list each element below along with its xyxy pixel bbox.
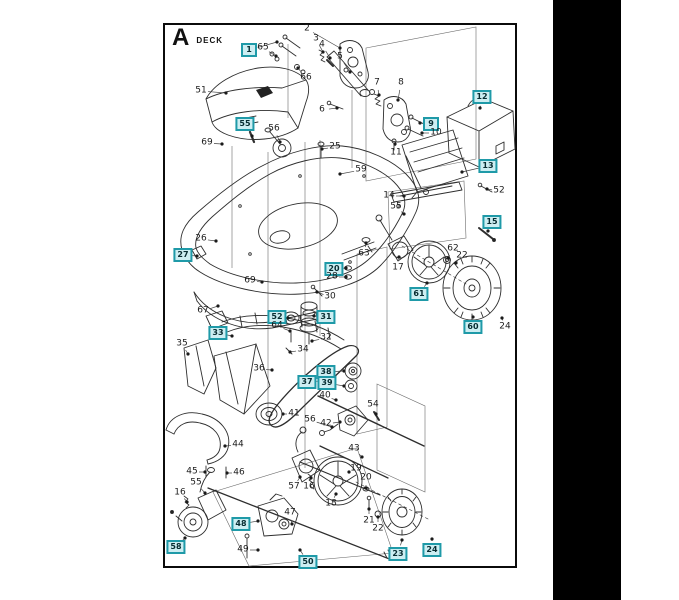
- front-wheel-group: [362, 215, 501, 320]
- part-label-12-callout: 12: [472, 90, 491, 104]
- belt-cover: [166, 413, 229, 478]
- part-label-55-callout: 55: [235, 117, 254, 131]
- upper-spindle: [250, 128, 291, 157]
- part-label-69: 69: [244, 275, 256, 286]
- blade-adapter: [283, 302, 318, 344]
- part-label-55: 55: [390, 201, 402, 212]
- part-label-10: 10: [430, 127, 442, 138]
- part-label-63: 63: [358, 248, 370, 259]
- part-label-56: 56: [268, 123, 280, 134]
- part-label-5: 5: [337, 51, 343, 62]
- part-label-47: 47: [284, 507, 296, 518]
- part-label-39-callout: 39: [317, 376, 336, 390]
- part-label-17: 17: [392, 262, 404, 273]
- part-label-45: 45: [186, 466, 198, 477]
- blade: [391, 182, 496, 242]
- part-label-37-callout: 37: [297, 375, 316, 389]
- part-label-20-callout: 20: [324, 262, 343, 276]
- part-label-50-callout: 50: [298, 555, 317, 569]
- trail-shield: [206, 311, 344, 349]
- part-label-67: 67: [197, 305, 209, 316]
- part-label-18: 18: [325, 498, 337, 509]
- part-label-23-callout: 23: [388, 547, 407, 561]
- part-label-41: 41: [288, 408, 300, 419]
- part-label-36: 36: [253, 363, 265, 374]
- part-label-51: 51: [195, 85, 207, 96]
- engine-cover: [206, 67, 312, 139]
- part-label-13-callout: 13: [478, 159, 497, 173]
- part-label-24: 24: [499, 321, 511, 332]
- part-label-22: 22: [372, 523, 384, 534]
- part-label-32: 32: [320, 332, 332, 343]
- part-label-22: 22: [456, 250, 468, 261]
- part-label-52: 52: [493, 185, 505, 196]
- part-label-24-callout: 24: [422, 543, 441, 557]
- part-label-21: 21: [363, 515, 375, 526]
- part-label-48-callout: 48: [231, 517, 250, 531]
- handle-bracket-plate: [270, 35, 368, 88]
- part-label-25: 25: [329, 141, 341, 152]
- part-label-59: 59: [355, 164, 367, 175]
- part-label-57: 57: [288, 481, 300, 492]
- part-label-3: 3: [313, 33, 319, 44]
- adjuster-bracket-right: [292, 427, 320, 489]
- part-label-16: 16: [303, 481, 315, 492]
- part-label-44: 44: [232, 439, 244, 450]
- leader-lines: [182, 32, 503, 554]
- part-label-38-callout: 38: [316, 365, 335, 379]
- part-label-65: 65: [257, 42, 269, 53]
- part-label-43: 43: [348, 443, 360, 454]
- part-label-30: 30: [324, 291, 336, 302]
- part-label-61-callout: 61: [409, 287, 428, 301]
- part-label-52-callout: 52: [267, 310, 286, 324]
- part-label-2: 2: [304, 23, 310, 34]
- part-label-34: 34: [297, 344, 309, 355]
- part-label-42: 42: [320, 418, 332, 429]
- part-label-62: 62: [447, 243, 459, 254]
- part-label-46: 46: [233, 467, 245, 478]
- view-title: [172, 26, 223, 50]
- part-label-66: 66: [300, 72, 312, 83]
- part-label-15-callout: 15: [482, 215, 501, 229]
- part-label-14: 14: [383, 190, 395, 201]
- part-label-7: 7: [374, 77, 380, 88]
- drive-shaft-gearbox: [318, 396, 424, 478]
- baffles: [184, 340, 292, 414]
- part-label-4: 4: [319, 39, 325, 50]
- part-label-31-callout: 31: [316, 310, 335, 324]
- part-label-40: 40: [319, 390, 331, 401]
- part-label-20: 20: [360, 472, 372, 483]
- part-label-11: 11: [390, 147, 402, 158]
- view-letter: A: [172, 24, 190, 51]
- part-label-54: 54: [367, 399, 379, 410]
- part-label-49: 49: [237, 544, 249, 555]
- part-label-28: 28: [326, 271, 338, 282]
- part-label-58-callout: 58: [166, 540, 185, 554]
- part-label-55: 55: [190, 477, 202, 488]
- part-label-64: 64: [271, 320, 283, 331]
- part-label-16: 16: [174, 487, 186, 498]
- deck-housing: [181, 142, 419, 296]
- part-label-9-callout: 9: [423, 117, 439, 131]
- part-label-56: 56: [304, 414, 316, 425]
- part-label-35: 35: [176, 338, 188, 349]
- part-label-27-callout: 27: [173, 248, 192, 262]
- part-label-60-callout: 60: [463, 320, 482, 334]
- part-label-19: 19: [350, 463, 362, 474]
- part-label-26: 26: [195, 233, 207, 244]
- part-label-8: 8: [398, 77, 404, 88]
- reference-boxes: [213, 23, 476, 566]
- part-label-1-callout: 1: [241, 43, 257, 57]
- view-label: DECK: [196, 36, 224, 45]
- part-label-69: 69: [201, 137, 213, 148]
- part-label-33-callout: 33: [208, 326, 227, 340]
- part-label-6: 6: [319, 104, 325, 115]
